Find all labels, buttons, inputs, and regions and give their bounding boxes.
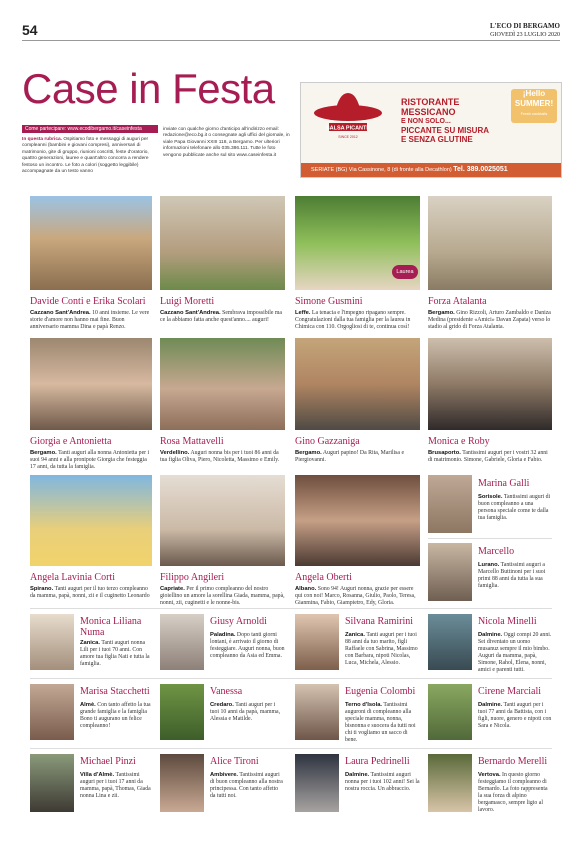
entry-text: Verdellino. Auguri nonna bis per i tuoi 86 anni da tua figlia Oliva, Piero, Nicoletta, Massimo e Emily. [160,450,280,463]
entry-text: Credaro. Tanti auguri per i tuoi 10 anni da papà, mamma, Alessia e Matilde. [210,702,281,722]
entry-text: Leffe. La tenacia e l'impegno ripagano sempre. Congratulazioni dalla tua famiglia per la laurea in Chimica con 110. Orgogliosi di te, continua così! [295,310,411,330]
entry-name: Forza Atalanta [428,296,487,307]
photo-vanessa [160,684,204,740]
photo-monica-liliana-numa [30,614,74,670]
ad-brand: SALSA PICANTE [325,125,371,132]
divider [30,748,552,749]
photo-gino-gazzaniga [295,338,420,430]
intro-header[interactable]: Come partecipare: www.ecodibergamo.it/caseinfesta [22,125,158,133]
photo-marina-galli [428,475,472,533]
photo-monica-roby [428,338,552,430]
photo-bernardo-merelli [428,754,472,812]
photo-angela-oberti [295,475,420,566]
photo-silvana-ramirini [295,614,339,670]
ad-hello-text: ¡Hello SUMMER! [514,89,554,108]
intro-left-text: Ospitiamo foto e messaggi di auguri per compleanni (bambini e giovani compresi), anniversari di matrimonio, gite di gruppo, riunioni coscritti, feste d'oratorio, quattro generazioni, lauree e quant'altro concorra a rendere festoso un incontro. Le foto a colori (soggetto leggibile) accompagnate da un testo vanno [22,137,149,175]
entry-text: Dalmine. Tanti auguri per i tuoi 77 anni da Battista, con i figli, nuore, genero e nipoti con Sara e Nicola. [478,702,552,729]
divider [30,678,552,679]
entry-name: Silvana Ramirini [345,616,414,627]
intro-lead: In questa rubrica. [22,137,62,142]
photo-marisa-stacchetti [30,684,74,740]
ad-line5: E SENZA GLUTINE [401,135,473,144]
entry-text: Brusaporto. Tantissimi auguri per i vostri 32 anni di matrimonio. Simone, Gabriele, Gloria e Fabio. [428,450,548,463]
entry-name: Bernardo Merelli [478,756,548,767]
entry-name: Angela Lavinia Corti [30,572,115,583]
entry-text: Zanica. Tanti auguri nonna Lili per i tuoi 70 anni. Con amore tua figlia Nati e tutta la famiglia. [80,640,150,667]
entry-name: Marisa Stacchetti [80,686,150,697]
ad-line4: PICCANTE SU MISURA [401,126,490,135]
photo-eugenia-colombi [295,684,339,740]
photo-nicola-minelli [428,614,472,670]
photo-davide-conti [30,196,152,290]
entry-text: Spirano. Tanti auguri per il tuo terzo compleanno da mamma, papà, nonni, zii e il cuginetto Leonardo [30,586,150,599]
publication-name: L'ECO DI BERGAMO [489,22,560,30]
entry-text: Dalmine. Tantissimi auguri nonna per i tuoi 102 anni! Sei la nostra roccia. Un abbraccio. [345,772,420,792]
entry-name: Giusy Arnoldi [210,616,267,627]
entry-text: Lurano. Tantissimi auguri a Marcello Buttinoni per i suoi primi 88 anni da tutta la sua famiglia. [478,562,546,589]
ad-since: SINCE 2012 [338,135,358,139]
entry-name: Cirene Marciali [478,686,542,697]
ad-headline [401,97,459,127]
entry-name: Nicola Minelli [478,616,537,627]
photo-luigi-moretti [160,196,285,290]
entry-name: Davide Conti e Erika Scolari [30,296,146,307]
photo-marcello [428,543,472,601]
entry-text: Sorisole. Tantissimi auguri di buon compleanno a una persona speciale come te dalla tua famiglia. [478,494,551,521]
entry-name: Filippo Angileri [160,572,225,583]
ad-subheadline [401,126,489,144]
photo-forza-atalanta [428,196,552,290]
photo-angela-lavinia-corti [30,475,152,566]
entry-text: Bergamo. Gino Rizzoli, Arturo Zambaldo e Daniza Medina (presidente «Amici» Davan Zapata) verso lo stadio al grido di Forza Atalanta. [428,310,551,330]
entry-text: Albano. Sono 94! Auguri nonna, grazie per essere qui con noi! Marco, Rosanna, Giulio, Paolo, Teresa, Gianmina, Fabio, Giampietro, Edy, Gloria. [295,586,416,606]
entry-text: Zanica. Tanti auguri per i tuoi 88 anni da tuo marito, figli Raffaele con Sabrina, Massimo con Barbara, nipoti Nicolas, Luca, Michela, Alessio. [345,632,418,666]
entry-text: Cazzano Sant'Andrea. 10 anni insieme. Le vere storie d'amore non hanno mai fine. Buon anniversario mamma Dina e papà Renzo. [30,310,150,330]
photo-laura-pedrinelli [295,754,339,812]
entry-text: Bergamo. Auguri papino! Da Rita, Marilisa e Piergiovanni. [295,450,405,463]
entry-name: Laura Pedrinelli [345,756,410,767]
photo-cirene-marciali [428,684,472,740]
entry-name: Gino Gazzaniga [295,436,360,447]
publication-masthead [490,22,560,40]
entry-name: Monica e Roby [428,436,490,447]
restaurant-ad[interactable] [300,82,562,178]
entry-name: Simone Gusmini [295,296,363,307]
entry-text: Villa d'Almè. Tantissimi auguri per i tuoi 17 anni da mamma, papà, Thomas, Giada nonna Lina e zii. [80,772,151,799]
ad-line2: MESSICANO [401,107,456,117]
ad-phone[interactable]: Tel. 389.0025051 [453,166,508,173]
divider [428,538,552,539]
photo-giorgia-antonietta [30,338,152,430]
ad-summer-badge [511,89,557,123]
ad-line1: RISTORANTE [401,97,460,107]
entry-text: Terno d'Isola. Tantissimi auguroni di compleanno alla speciale mamma, nonna, bisnonna e suocera da tutti noi chi ti vogliamo un sacco di bene. [345,702,416,743]
ad-address-bar [301,163,561,177]
entry-text: Dalmine. Oggi compi 20 anni. Sei diventato un uomo musanuz sempre il mio bimbo. Auguri da mamma, papà, Simone, Rahol, Elena, nonni, amici e parenti tutti. [478,632,552,673]
entry-text: Capriate. Per il primo compleanno del nostro gioiellino un amore la sorellina Giada, mamma, papà, nonni, zii, cuginetti e le nonne-bis. [160,586,285,606]
entry-name: Rosa Mattavelli [160,436,224,447]
intro-right: inviate con qualche giorno d'anticipo all'indirizzo email: redazione@eco.bg.it o consegnate agli uffici del giornale, in viale Papa Giovanni XXIII 118, a Bergamo. Per ulteriori informazioni telefonare allo 035.386.111. Tutte le foto vengono pubblicate anche sul sito www.caseinfesta.it [163,127,290,158]
photo-alice-tironi [160,754,204,812]
divider [428,608,552,609]
sombrero-logo-icon [313,91,383,147]
entry-text: Almè. Con tanto affetto la tua grande famiglia e la famiglia Bono ti augurano un felice compleanno! [80,702,151,729]
entry-text: Bergamo. Tanti auguri alla nonna Antonietta per i suoi 94 anni e alla pronipote Giorgia che festeggia 17 anni, da tutta la famiglia. [30,450,150,470]
entry-name: Angela Oberti [295,572,352,583]
entry-text: Vertova. In questo giorno festeggiamo il compleanno di Bernardo. La foto rappresenta la sua forza di alpino bergamasco, sempre ligio al lavoro. [478,772,548,813]
page-number: 54 [22,22,38,38]
laurea-badge: Laurea [392,265,418,279]
entry-name: Monica Liliana Numa [80,616,142,638]
photo-filippo-angileri [160,475,285,566]
entry-text: Cazzano Sant'Andrea. Sembrava impossibile ma ce la abbiamo fatta anche quest'anno.... auguri! [160,310,283,323]
entry-name: Marina Galli [478,478,530,489]
section-title: Case in Festa [22,65,275,112]
ad-line3: E NON SOLO... [401,118,451,125]
entry-text: Ambivere. Tantissimi auguri di buon compleanno alla nostra principessa. Con tanto affetto da tutti noi. [210,772,283,799]
photo-michael-pinzi [30,754,74,812]
ad-address: SERIATE (BG) Via Cassinone, 8 (di fronte alla Decathlon) [311,167,452,173]
entry-name: Giorgia e Antonietta [30,436,112,447]
entry-name: Alice Tironi [210,756,259,767]
divider [30,608,428,609]
header-rule [22,40,560,41]
entry-name: Marcello [478,546,515,557]
entry-name: Vanessa [210,686,243,697]
entry-name: Michael Pinzi [80,756,136,767]
intro-left [22,137,157,175]
photo-giusy-arnoldi [160,614,204,670]
entry-name: Luigi Moretti [160,296,215,307]
entry-text: Paladina. Dopo tanti giorni lontani, è arrivato il giorno di festeggiare. Auguri nonna, buon compleanno da Asia ed Emma. [210,632,285,659]
publication-date: GIOVEDÌ 23 LUGLIO 2020 [490,32,560,38]
ad-hello-sub: Fresh cocktails [520,111,548,116]
photo-rosa-mattavelli [160,338,285,430]
entry-name: Eugenia Colombi [345,686,416,697]
